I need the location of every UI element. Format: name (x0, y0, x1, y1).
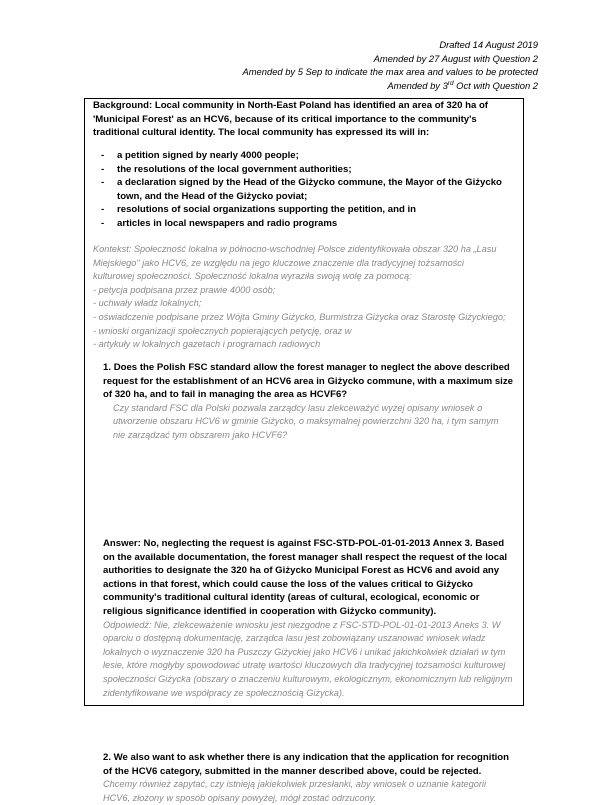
question-1-translation: Czy standard FSC dla Polski pozwala zarządcy lasu zlekceważyć wyżej opisany wniosek o utworzenie obszaru HCV6 w gminie Giżycko, o maksymalnej powierzchni 320 ha, i tym samym nie zarządzać tym obszarem jako HCVF6? (113, 402, 499, 440)
kontekst-line: - uchwały władz lokalnych; (93, 298, 202, 309)
kontekst-line: Kontekst: Społeczność lokalna w północno-wschodniej Polsce zidentyfikowała obszar 320 ha „Lasu (93, 244, 497, 254)
kontekst-line: - wnioski organizacji społecznych popierających petycję, oraz w (93, 325, 352, 336)
list-item: - the resolutions of the local government authorities; (93, 163, 513, 177)
question-1-text: 1. Does the Polish FSC standard allow the forest manager to neglect the above described request for the establishment of an HCV6 area in Giżycko commune, with a maximum size of 320 ha, and to fail in managing the area as HCVF6? (103, 362, 513, 401)
list-item: - articles in local newspapers and radio programs (93, 217, 513, 231)
question-2-translation: Chcemy również zapytać, czy istnieją jakiekolwiek przesłanki, aby wniosek o uznanie kategorii HCV6, złożony w sposób opisany powyżej, mógł zostać odrzucony. (103, 779, 486, 803)
list-item: - a petition signed by nearly 4000 people; (93, 149, 513, 163)
background-list (93, 149, 513, 231)
question-1 (103, 361, 513, 443)
answer-text: Answer: No, neglecting the request is against FSC-STD-POL-01-01-2013 Annex 3. Based on the available documentation, the forest manager shall respect the request of the local authorities to designate the 320 ha of Giżycko Municipal Forest as HCV6 and avoid any actions in that forest, which could cause the loss of the values critical to Giżycko community's traditional cultural identity (areas of cultural, ecological, economic or religious significance identified in cooperation with Giżycko community). (103, 538, 508, 617)
question-2-text: 2. We also want to ask whether there is any indication that the application for recognition of the HCV6 category, submitted in the manner described above, could be rejected. (103, 752, 510, 777)
document-header (242, 38, 538, 92)
kontekst-line: kulturowej społeczności. Społeczność lokalna wyraziła swoją wolę za pomocą: (93, 271, 412, 282)
amendment-2: Amended by 5 Sep to indicate the max area and values to be protected (242, 66, 538, 78)
kontekst-line: Miejskiego" jako HCV6, ze względu na jego kluczowe znaczenie dla tradycyjnej tożsamości (93, 257, 464, 268)
amendment-3: Amended by 3rd Oct with Question 2 (387, 79, 538, 91)
amendment-1: Amended by 27 August with Question 2 (373, 52, 538, 64)
kontekst-block (93, 243, 513, 352)
kontekst-line: - petycja podpisana przez prawie 4000 osób; (93, 284, 276, 295)
drafted-date: Drafted 14 August 2019 (439, 39, 538, 50)
kontekst-line: - oświadczenie podpisane przez Wójta Gminy Giżycko, Burmistrza Giżycka oraz Starostę Giżyckiego; (93, 311, 506, 322)
kontekst-line: - artykuły w lokalnych gazetach i programach radiowych (93, 339, 321, 350)
answer-block (103, 537, 513, 700)
list-item: - a declaration signed by the Head of the Giżycko commune, the Mayor of the Giżycko town, and the Head of the Giżycko poviat; (93, 176, 513, 203)
content-box (84, 98, 524, 803)
background-paragraph: Background: Local community in North-East Poland has identified an area of 320 ha of 'Municipal Forest' as an HCV6, because of its critical importance to the community's traditional cultural identity. The local community has expressed its will in: (93, 100, 489, 139)
question-2 (103, 751, 513, 805)
list-item: - resolutions of social organizations supporting the petition, and in (93, 203, 513, 217)
answer-translation: Odpowiedź: Nie, zlekceważenie wniosku jest niezgodne z FSC-STD-POL-01-01-2013 Aneks 3. W oparciu o dostępną dokumentację, zarządca lasu jest zobowiązany uszanować wniosek władz lokalnych o wyznaczenie 320 ha Puszczy Giżyckiej jako HCV6 i unikać jakichkolwiek działań w tym lesie, które mogłyby spowodować utratę wartości kluczowych dla tradycyjnej tożsamości kulturowej społeczności Giżycka (obszary o znaczeniu kulturowym, ekologicznym, ekonomicznym lub religijnym zidentyfikowane we współpracy ze społecznością Giżycka). (103, 619, 513, 698)
